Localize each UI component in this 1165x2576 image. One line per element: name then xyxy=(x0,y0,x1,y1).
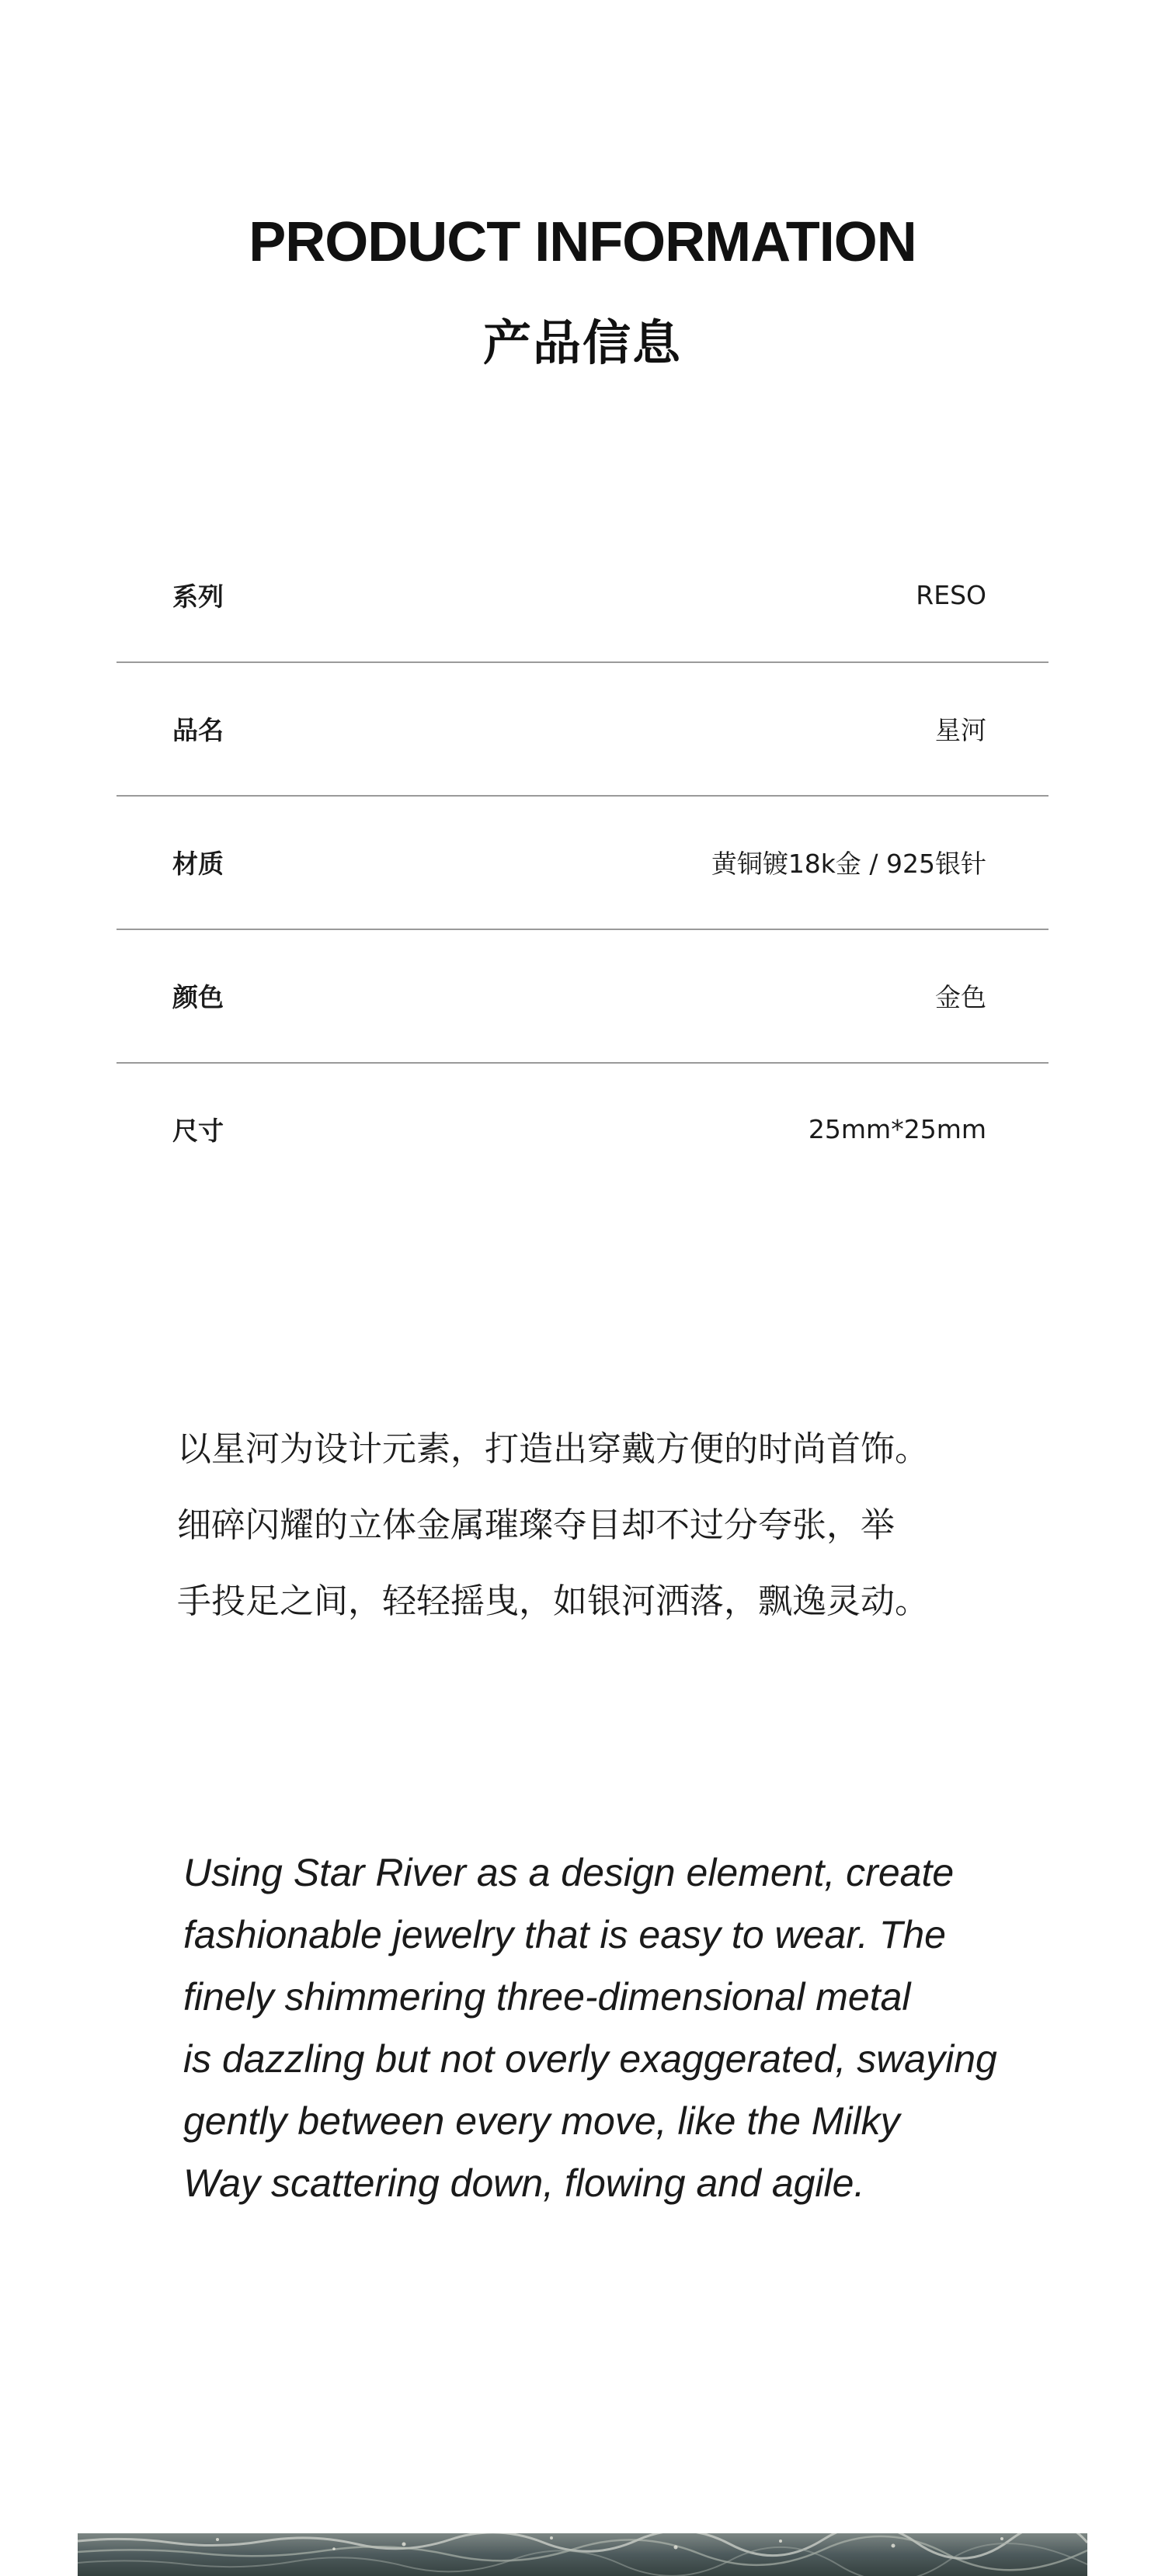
description-english xyxy=(183,1842,1022,2214)
description-line: 细碎闪耀的立体金属璀璨夺目却不过分夸张，举 xyxy=(177,1505,895,1545)
sea-texture-image xyxy=(78,2533,1087,2576)
spec-row-color xyxy=(116,929,1048,1062)
spec-row-name xyxy=(116,661,1048,795)
spec-table xyxy=(116,528,1048,1196)
description-line: 以星河为设计元素，打造出穿戴方便的时尚首饰。 xyxy=(177,1429,929,1469)
description-line: fashionable jewelry that is easy to wear. The xyxy=(183,1913,946,1956)
description-line: Way scattering down, flowing and agile. xyxy=(183,2161,865,2205)
sea-photo xyxy=(78,2533,1087,2576)
spec-value: 25mm*25mm xyxy=(808,1113,986,1144)
description-line: finely shimmering three-dimensional metal xyxy=(183,1975,911,2019)
spec-value: RESO xyxy=(916,579,986,610)
spec-label: 尺寸 xyxy=(172,1115,224,1146)
spec-label: 颜色 xyxy=(172,981,224,1012)
spec-value: 黄铜镀18k金 / 925银针 xyxy=(711,848,986,879)
description-line: is dazzling but not overly exaggerated, swaying xyxy=(183,2037,997,2081)
spec-row-size xyxy=(116,1062,1048,1196)
spec-row-material xyxy=(116,795,1048,929)
page-subtitle: 产品信息 xyxy=(482,314,682,372)
description-line: Using Star River as a design element, create xyxy=(183,1851,955,1894)
spec-label: 系列 xyxy=(172,581,224,612)
description-chinese xyxy=(177,1411,1031,1640)
spec-label: 材质 xyxy=(172,848,224,879)
spec-value: 金色 xyxy=(935,981,986,1012)
description-line: gently between every move, like the Milky xyxy=(183,2099,900,2143)
page-title: PRODUCT INFORMATION xyxy=(249,211,916,274)
spec-label: 品名 xyxy=(172,714,224,745)
description-line: 手投足之间，轻轻摇曳，如银河洒落，飘逸灵动。 xyxy=(177,1581,929,1621)
spec-row-series xyxy=(116,528,1048,661)
spec-value: 星河 xyxy=(935,714,986,745)
